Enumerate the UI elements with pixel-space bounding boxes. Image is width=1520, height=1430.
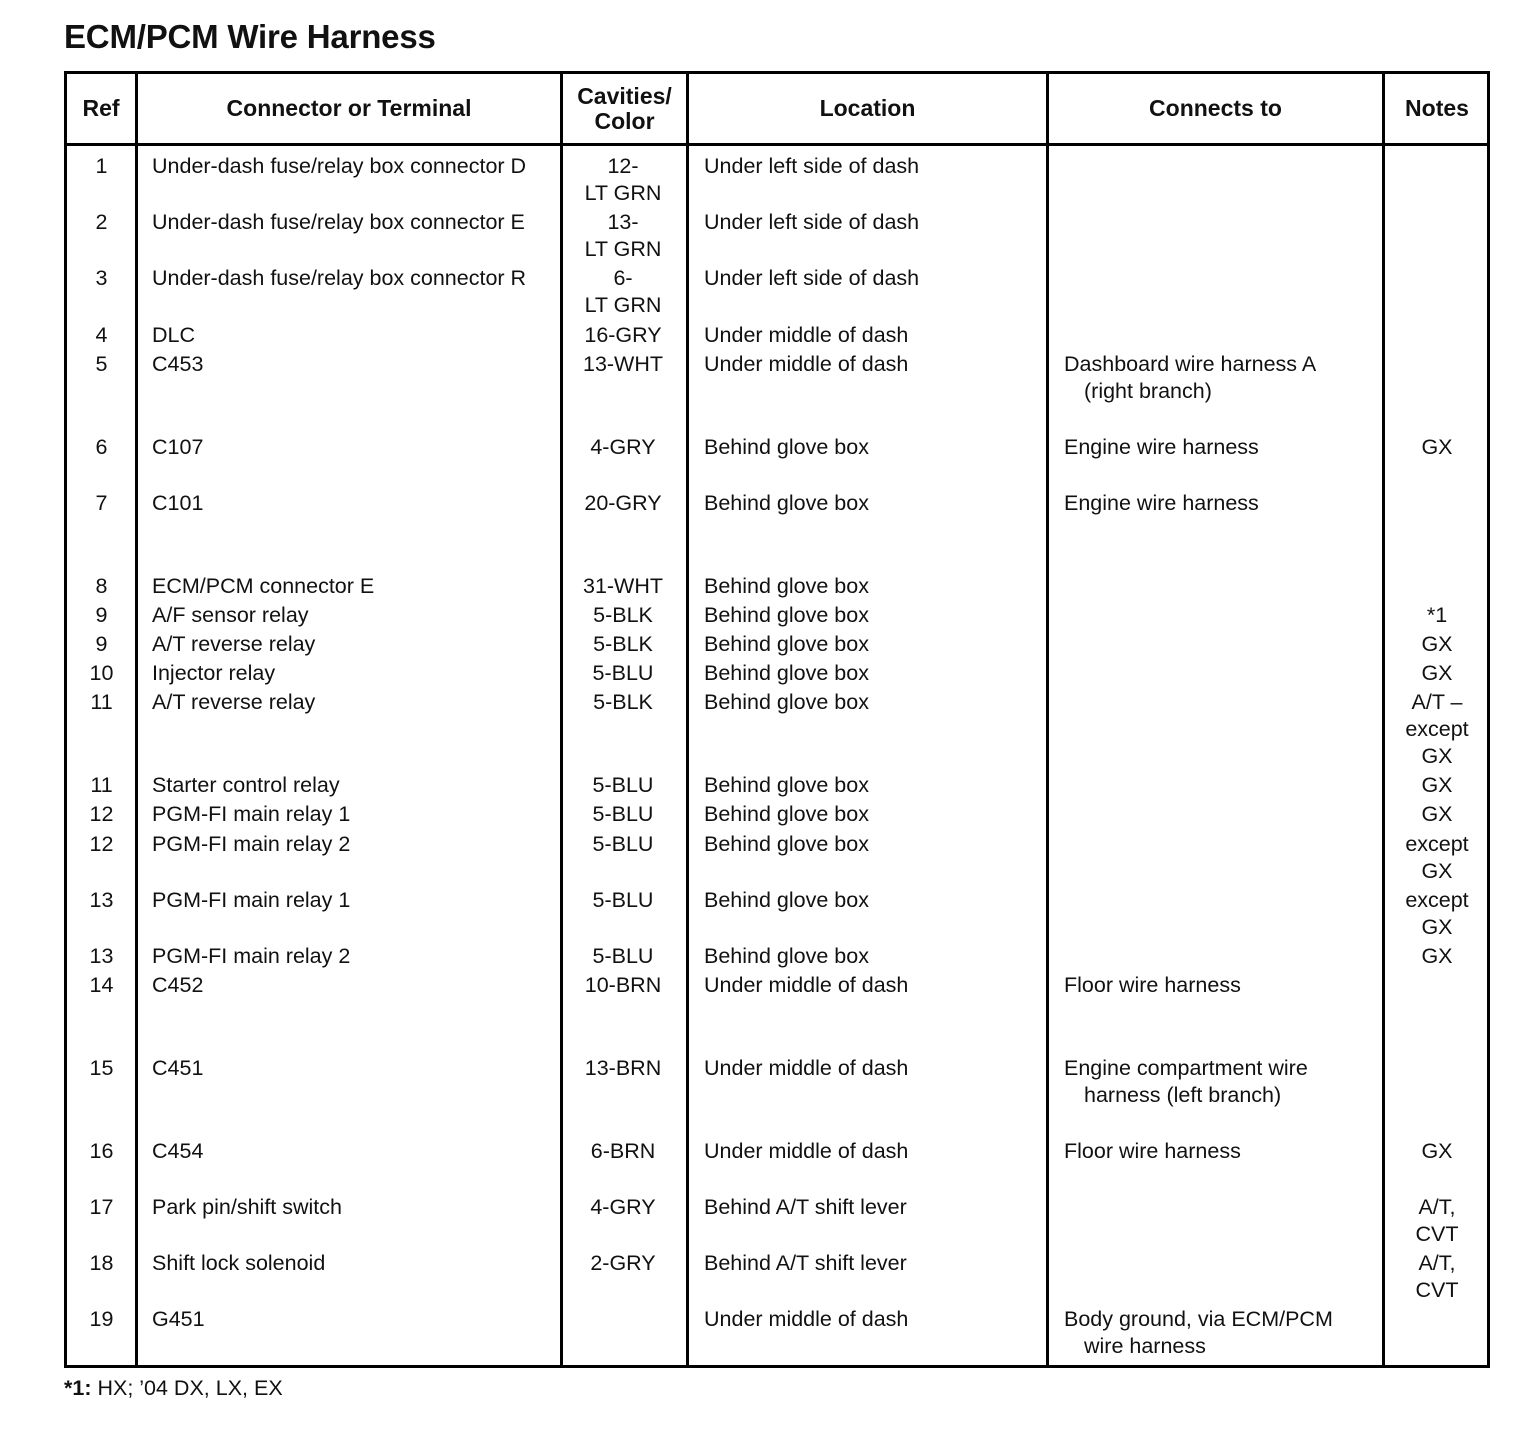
cell-cavities [561, 887, 685, 914]
cell-cavities-line1: 5-BLU [592, 888, 654, 912]
cell-cavities [561, 831, 685, 858]
cell-cavities [561, 1250, 685, 1277]
cell-cavities [561, 322, 685, 349]
cell-cavities-line1: 2-GRY [590, 1251, 656, 1275]
cell-cavities-line2: LT GRN [584, 293, 662, 317]
header-cavities-line1: Cavities/ [577, 82, 672, 109]
cell-connector: Injector relay [152, 661, 276, 685]
page-title: ECM/PCM Wire Harness [64, 18, 436, 55]
cell-ref: 12 [89, 802, 114, 826]
cell-connector: PGM-FI main relay 1 [152, 802, 351, 826]
cell-notes-line1: GX [1421, 773, 1453, 797]
cell-notes [1385, 772, 1489, 799]
cell-location: Behind glove box [704, 603, 869, 627]
cell-connects-to-line1: Engine wire harness [1064, 491, 1259, 515]
cell-notes-line1: A/T, [1418, 1251, 1456, 1275]
cell-ref: 6 [95, 435, 108, 459]
cell-notes-line2: GX [1421, 915, 1453, 939]
cell-notes [1385, 1138, 1489, 1165]
cell-location: Behind glove box [704, 632, 869, 656]
cell-connector: G451 [152, 1307, 205, 1331]
cell-cavities-line1: 12- [607, 154, 639, 178]
cell-connects-to [1064, 351, 1384, 405]
cell-cavities-line1: 13-BRN [584, 1056, 662, 1080]
header-divider [67, 143, 1487, 146]
cell-location: Behind glove box [704, 661, 869, 685]
header-cavities [563, 74, 686, 143]
cell-ref: 13 [89, 888, 114, 912]
cell-notes [1385, 943, 1489, 970]
cell-cavities [561, 689, 685, 716]
cell-ref: 7 [95, 491, 108, 515]
cell-location: Behind A/T shift lever [704, 1195, 907, 1219]
cell-location: Behind glove box [704, 802, 869, 826]
cell-connects-to-line1: Floor wire harness [1064, 973, 1241, 997]
cell-notes-line2: CVT [1415, 1278, 1459, 1302]
cell-notes [1385, 689, 1489, 770]
cell-cavities [561, 631, 685, 658]
cell-location: Under middle of dash [704, 1056, 909, 1080]
cell-ref: 1 [95, 154, 108, 178]
cell-cavities-line1: 13- [607, 210, 639, 234]
cell-notes [1385, 1194, 1489, 1248]
cell-connector: A/F sensor relay [152, 603, 309, 627]
cell-notes-line3: GX [1421, 744, 1453, 768]
cell-ref: 10 [89, 661, 114, 685]
cell-connector: C107 [152, 435, 204, 459]
cell-cavities [561, 434, 685, 461]
cell-ref: 4 [95, 323, 108, 347]
cell-notes-line1: GX [1421, 661, 1453, 685]
cell-connector: Shift lock solenoid [152, 1251, 326, 1275]
cell-connector: C454 [152, 1139, 204, 1163]
footnote-marker: *1: [64, 1376, 92, 1400]
cell-cavities-line1: 5-BLU [592, 661, 654, 685]
cell-ref: 9 [95, 603, 108, 627]
cell-cavities-line1: 5-BLU [592, 773, 654, 797]
cell-notes-line1: A/T – [1411, 690, 1463, 714]
cell-connector: Starter control relay [152, 773, 340, 797]
cell-cavities [561, 660, 685, 687]
cell-location: Behind glove box [704, 574, 869, 598]
header-ref: Ref [82, 95, 120, 121]
cell-ref: 5 [95, 352, 108, 376]
cell-connects-to [1064, 490, 1384, 517]
cell-connector: PGM-FI main relay 2 [152, 944, 351, 968]
cell-cavities [561, 1194, 685, 1221]
cell-cavities-line2: LT GRN [584, 237, 662, 261]
cell-cavities [561, 943, 685, 970]
cell-ref: 18 [89, 1251, 114, 1275]
cell-connects-to [1064, 1306, 1384, 1360]
cell-cavities [561, 573, 685, 600]
cell-cavities-line2: LT GRN [584, 181, 662, 205]
cell-cavities-line1: 16-GRY [584, 323, 662, 347]
cell-notes-line1: except [1405, 832, 1469, 856]
header-notes: Notes [1405, 95, 1469, 121]
cell-cavities [561, 265, 685, 319]
cell-cavities [561, 1055, 685, 1082]
cell-notes [1385, 631, 1489, 658]
cell-cavities [561, 351, 685, 378]
cell-connects-to [1064, 434, 1384, 461]
column-divider [686, 74, 689, 1365]
cell-ref: 3 [95, 266, 108, 290]
cell-ref: 16 [89, 1139, 114, 1163]
cell-cavities-line1: 10-BRN [584, 973, 662, 997]
cell-ref: 11 [90, 773, 113, 797]
cell-ref: 12 [89, 832, 114, 856]
cell-connects-to-line2: wire harness [1084, 1334, 1206, 1358]
cell-cavities [561, 209, 685, 263]
footnote-text: HX; ’04 DX, LX, EX [91, 1376, 283, 1400]
cell-connects-to-line2: (right branch) [1084, 379, 1212, 403]
cell-location: Under middle of dash [704, 323, 909, 347]
cell-connects-to [1064, 972, 1384, 999]
cell-location: Under middle of dash [704, 1139, 909, 1163]
cell-connects-to-line1: Dashboard wire harness A [1064, 352, 1317, 376]
cell-notes-line1: GX [1421, 435, 1453, 459]
cell-notes-line1: GX [1421, 632, 1453, 656]
cell-ref: 19 [89, 1307, 114, 1331]
cell-ref: 2 [95, 210, 108, 234]
cell-cavities-line1: 5-BLU [592, 832, 654, 856]
cell-cavities-line1: 6- [613, 266, 633, 290]
cell-cavities-line1: 5-BLK [593, 603, 653, 627]
cell-connects-to-line1: Body ground, via ECM/PCM [1064, 1307, 1333, 1331]
cell-notes [1385, 801, 1489, 828]
cell-cavities-line1: 4-GRY [590, 435, 656, 459]
cell-ref: 11 [90, 690, 113, 714]
cell-location: Under left side of dash [704, 266, 920, 290]
cell-cavities [561, 801, 685, 828]
cell-cavities-line1: 5-BLK [593, 632, 653, 656]
cell-notes-line2: GX [1421, 859, 1453, 883]
cell-notes [1385, 1250, 1489, 1304]
cell-cavities [561, 602, 685, 629]
cell-ref: 13 [89, 944, 114, 968]
cell-notes [1385, 660, 1489, 687]
cell-location: Under left side of dash [704, 210, 920, 234]
cell-connector: C452 [152, 973, 204, 997]
cell-cavities-line1: 4-GRY [590, 1195, 656, 1219]
cell-location: Under middle of dash [704, 352, 909, 376]
cell-location: Behind glove box [704, 773, 869, 797]
cell-notes-line1: GX [1421, 1139, 1453, 1163]
cell-notes [1385, 434, 1489, 461]
cell-notes-line2: CVT [1415, 1222, 1459, 1246]
cell-ref: 17 [89, 1195, 114, 1219]
cell-connector: Under-dash fuse/relay box connector E [152, 210, 525, 234]
cell-location: Under middle of dash [704, 1307, 909, 1331]
wire-harness-table [64, 71, 1490, 1368]
cell-location: Under middle of dash [704, 973, 909, 997]
cell-connector: A/T reverse relay [152, 632, 316, 656]
cell-notes [1385, 831, 1489, 885]
cell-cavities [561, 153, 685, 207]
cell-connects-to-line1: Floor wire harness [1064, 1139, 1241, 1163]
cell-notes-line1: except [1405, 888, 1469, 912]
header-connects-to: Connects to [1149, 95, 1282, 121]
cell-connector: PGM-FI main relay 1 [152, 888, 351, 912]
cell-connector: DLC [152, 323, 196, 347]
cell-cavities [561, 1138, 685, 1165]
cell-cavities-line1: 13-WHT [582, 352, 664, 376]
header-location: Location [819, 95, 916, 121]
cell-cavities-line1: 5-BLU [592, 802, 654, 826]
cell-connects-to [1064, 1138, 1384, 1165]
cell-cavities [561, 972, 685, 999]
header-connector: Connector or Terminal [226, 95, 472, 121]
cell-connector: PGM-FI main relay 2 [152, 832, 351, 856]
cell-connector: C451 [152, 1056, 204, 1080]
cell-connects-to-line2: harness (left branch) [1084, 1083, 1282, 1107]
cell-cavities-line1: 5-BLU [592, 944, 654, 968]
cell-connector: Under-dash fuse/relay box connector R [152, 266, 527, 290]
cell-ref: 9 [95, 632, 108, 656]
column-divider [1046, 74, 1049, 1365]
cell-location: Behind A/T shift lever [704, 1251, 907, 1275]
header-cavities-line2: Color [594, 107, 655, 134]
cell-connector: C453 [152, 352, 204, 376]
cell-location: Behind glove box [704, 690, 869, 714]
cell-ref: 8 [95, 574, 108, 598]
cell-ref: 15 [89, 1056, 114, 1080]
cell-connector: ECM/PCM connector E [152, 574, 375, 598]
cell-notes-line1: GX [1421, 802, 1453, 826]
cell-location: Behind glove box [704, 944, 869, 968]
footnote [64, 1376, 283, 1401]
cell-cavities-line1: 5-BLK [593, 690, 653, 714]
cell-notes-line1: A/T, [1418, 1195, 1456, 1219]
cell-location: Under left side of dash [704, 154, 920, 178]
cell-location: Behind glove box [704, 832, 869, 856]
cell-ref: 14 [89, 973, 114, 997]
cell-connector: A/T reverse relay [152, 690, 316, 714]
cell-notes-line1: *1 [1426, 603, 1448, 627]
cell-connects-to-line1: Engine compartment wire [1064, 1056, 1308, 1080]
cell-notes [1385, 602, 1489, 629]
cell-cavities [561, 490, 685, 517]
cell-cavities-line1: 6-BRN [590, 1139, 656, 1163]
cell-cavities-line1: 31-WHT [582, 574, 664, 598]
cell-connector: C101 [152, 491, 204, 515]
cell-cavities-line1: 20-GRY [584, 491, 662, 515]
cell-location: Behind glove box [704, 888, 869, 912]
cell-notes [1385, 887, 1489, 941]
cell-notes-line1: GX [1421, 944, 1453, 968]
cell-connects-to-line1: Engine wire harness [1064, 435, 1259, 459]
cell-connector: Under-dash fuse/relay box connector D [152, 154, 527, 178]
cell-location: Behind glove box [704, 435, 869, 459]
cell-connector: Park pin/shift switch [152, 1195, 342, 1219]
cell-location: Behind glove box [704, 491, 869, 515]
cell-connects-to [1064, 1055, 1384, 1109]
cell-notes-line2: except [1405, 717, 1469, 741]
cell-cavities [561, 772, 685, 799]
